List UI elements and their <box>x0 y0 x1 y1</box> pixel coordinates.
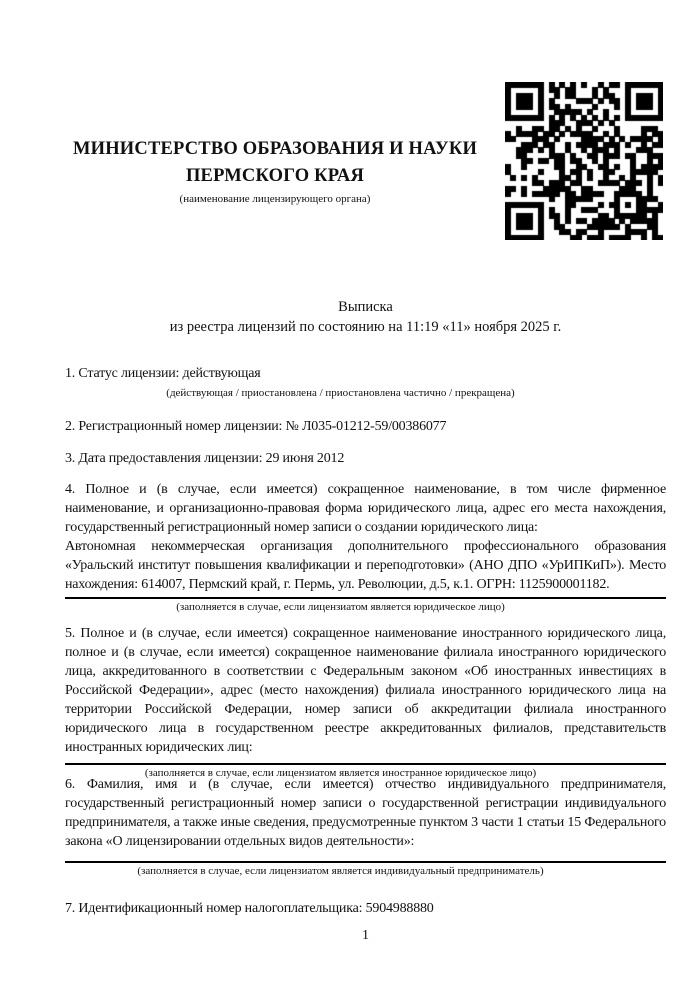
field-foreign-entity <box>65 624 666 780</box>
registration-number-text: 2. Регистрационный номер лицензии: № Л035-01212-59/00386077 <box>65 419 447 434</box>
qr-code <box>505 82 663 240</box>
legal-entity-statute-text: 4. Полное и (в случае, если имеется) сокращенное наименование, в том числе фирменное наименование, и организационно-правовая форма юридического лица, адрес его места нахождения, государственный регистрационный номер записи о создании юридического лица: <box>65 482 666 535</box>
legal-entity-value-text: Автономная некоммерческая организация дополнительного профессионального образования «Уральский институт повышения квалификации и переподготовки» (АНО ДПО «УрИПКиП»). Место нахождения: 614007, Пермский край, г. Пермь, ул. Революции, д.5, к.1. ОГРН: 1125900001182. <box>65 539 666 592</box>
individual-entrepreneur-statute-text: 6. Фамилия, имя и (в случае, если имеется) отчество индивидуального предпринимателя, государственный регистрационный номер записи о государственной регистрации индивидуального предпринимателя, а также иные сведения, предусмотренные пунктом 3 части 1 статьи 15 Федерального закона «О лицензировании отдельных видов деятельности»: <box>65 777 666 849</box>
individual-entrepreneur-caption: (заполняется в случае, если лицензиатом является индивидуальный предприниматель) <box>137 865 544 877</box>
license-status-options-caption: (действующая / приостановлена / приостановлена частично / прекращена) <box>166 387 515 399</box>
document-title-line2: из реестра лицензий по состоянию на 11:19 «11» ноября 2025 г. <box>169 319 562 335</box>
field-registration-number <box>65 417 666 436</box>
ministry-header <box>65 136 485 206</box>
license-status-text: 1. Статус лицензии: действующая <box>65 366 261 381</box>
individual-entrepreneur-underline <box>65 861 666 863</box>
field-license-status <box>65 364 666 400</box>
ministry-name-line1: МИНИСТЕРСТВО ОБРАЗОВАНИЯ И НАУКИ <box>72 139 478 159</box>
license-date-text: 3. Дата предоставления лицензии: 29 июня 2012 <box>65 451 345 466</box>
document-title-line1: Выписка <box>338 299 393 315</box>
field-taxpayer-number <box>65 899 666 918</box>
foreign-entity-caption: (заполняется в случае, если лицензиатом является иностранное юридическое лицо) <box>144 767 537 779</box>
legal-entity-caption: (заполняется в случае, если лицензиатом является юридическое лицо) <box>176 601 505 613</box>
field-individual-entrepreneur <box>65 775 666 878</box>
field-license-date <box>65 449 666 468</box>
page-number: 1 <box>362 928 369 943</box>
document-title <box>65 297 666 337</box>
ministry-caption: (наименование лицензирующего органа) <box>179 193 371 205</box>
foreign-entity-underline <box>65 763 666 765</box>
foreign-entity-statute-text: 5. Полное и (в случае, если имеется) сокращенное наименование иностранного юридического лица, полное и (в случае, если имеется) сокращенное наименование филиала иностранного юридического лица, аккредитованного в соответствии с Федеральным законом «Об иностранных инвестициях в Российской Федерации», адрес (место нахождения) филиала иностранного юридического лица на территории Российской Федерации, номер записи об аккредитации филиала иностранного юридического лица в государственном реестре аккредитованных филиалов, представительств иностранных юридических лиц: <box>65 626 666 755</box>
legal-entity-underline <box>65 597 666 599</box>
taxpayer-number-text: 7. Идентификационный номер налогоплательщика: 5904988880 <box>65 901 434 916</box>
ministry-name-line2: ПЕРМСКОГО КРАЯ <box>185 166 365 186</box>
field-legal-entity <box>65 480 666 614</box>
